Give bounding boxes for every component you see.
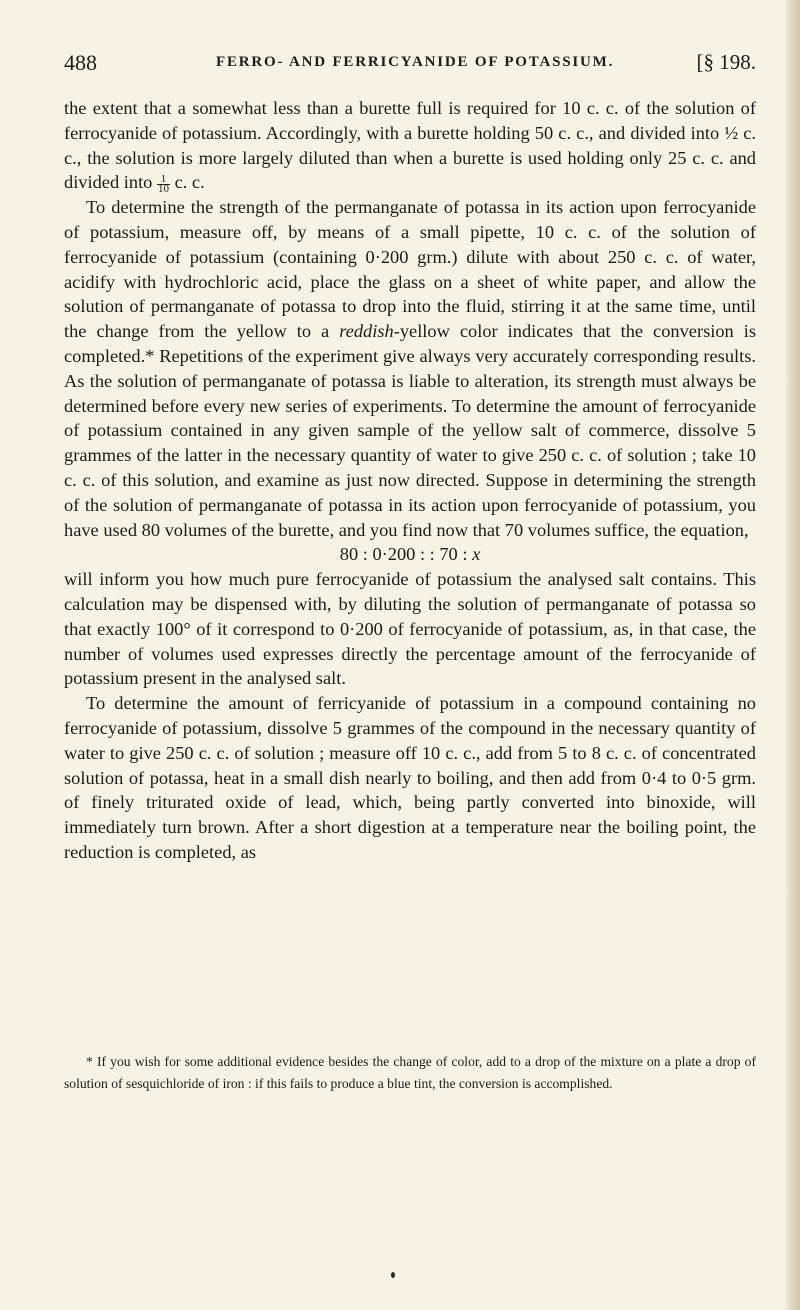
paragraph-1: the extent that a somewhat less than a burette full is required for 10 c. c. of the solution of ferrocyanide of potassium. Accordingly, with a burette holding 50 c. c., and divided into ½ c. c., the solution is more largely diluted than when a burette is used holding only 25 c. c. and divided into $\frac{1}{10}$ c. c. — [64, 98, 757, 195]
italic-reddish: reddish — [339, 321, 394, 342]
page-header — [64, 50, 756, 80]
footnote — [64, 1051, 756, 1094]
fraction-tenth: $\frac{1}{10}$ — [157, 172, 169, 195]
page-edge-shadow — [786, 0, 800, 1310]
page-number: 488 — [64, 50, 97, 75]
fraction-half: ½ — [724, 122, 739, 143]
paragraph-2: To determine the strength of the permanganate of potassa in its action upon ferrocyanide of potassium, measure off, by means of a small pipette, 10 c. c. of the solution of ferrocyanide of potassium (containing 0·200 grm.) dilute with about 250 c. c. of water, acidify with hydrochloric acid, place the glass on a sheet of white paper, and allow the solution of permanganate of potassa to drop into the fluid, stirring it at the same time, until the change from the yellow to a reddish-yellow color indicates that the conversion is completed.* Repetitions of the experiment give always very accurately corresponding results. As the solution of permanganate of potassa is liable to alteration, its strength must always be determined before every new series of experiments. To determine the amount of ferrocyanide of potassium contained in any given sample of the yellow salt of commerce, dissolve 5 grammes of the latter in the necessary quantity of water to give 250 c. c. of solution ; take 10 c. c. of this solution, and examine as just now directed. Suppose in determining the strength of the solution of permanganate of potassa in its action upon ferrocyanide of potassium, you have used 80 volumes of the burette, and you find now that 70 volumes suffice, the equation, — [64, 197, 756, 540]
running-head: FERRO- AND FERRICYANIDE OF POTASSIUM. — [216, 54, 615, 70]
body-text — [64, 96, 756, 865]
equation: 80 : 0·200 : : 70 : x — [339, 544, 481, 565]
paragraph-3: will inform you how much pure ferrocyanide of potassium the analysed salt contains. This calculation may be dispensed with, by diluting the solution of permanganate of potassa so that exactly 100° of it correspond to 0·200 of ferrocyanide of potassium, as, in that case, the number of volumes used expresses directly the percentage amount of the ferrocyanide of potassium present in the analysed salt. — [64, 569, 756, 689]
footnote-text: * If you wish for some additional evidence besides the change of color, add to a drop of the mixture on a plate a drop of solution of sesquichloride of iron : if this fails to produce a blue tint, the conversion is accomplished. — [64, 1054, 756, 1091]
section-reference: [§ 198. — [696, 50, 756, 74]
paragraph-4: To determine the amount of ferricyanide of potassium in a compound containing no ferrocyanide of potassium, dissolve 5 grammes of the compound in the necessary quantity of water to give 250 c. c. of solution ; measure off 10 c. c., add from 5 to 8 c. c. of concentrated solution of potassa, heat in a small dish nearly to boiling, and then add from 0·4 to 0·5 grm. of finely triturated oxide of lead, which, being partly converted into binoxide, will immediately turn brown. After a short digestion at a temperature near the boiling point, the reduction is completed, as — [64, 693, 756, 862]
print-speck — [391, 1272, 395, 1278]
